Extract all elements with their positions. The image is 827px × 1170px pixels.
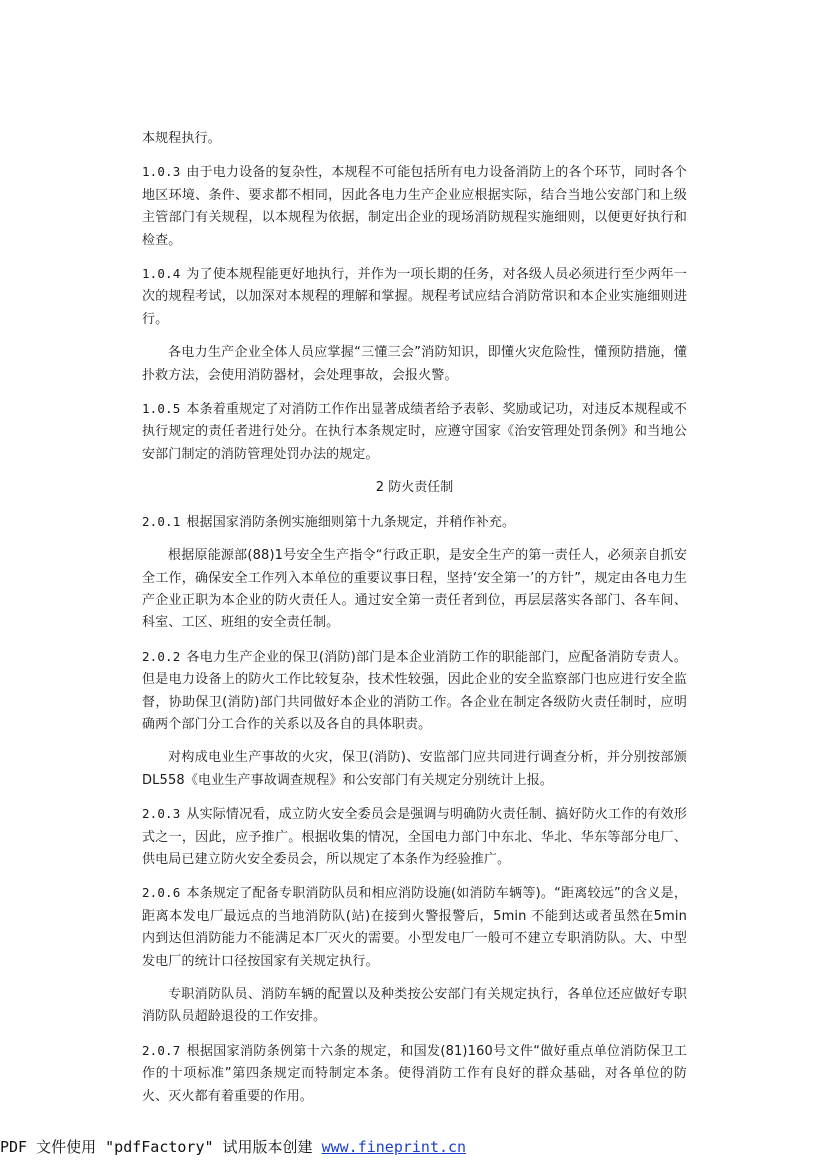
clause-number: 2.0.1 bbox=[142, 513, 181, 529]
clause-number: 2.0.2 bbox=[142, 648, 181, 664]
clause-number: 2.0.7 bbox=[142, 1042, 181, 1058]
clause-text: 从实际情况看，成立防火安全委员会是强调与明确防火责任制、搞好防火工作的有效形式之一，因此，应予推广。根据收集的情况，全国电力部门中东北、华北、华东等部分电厂、供电局已建立防火安全委员会，所以规定了本条作为经验推广。 bbox=[142, 807, 687, 867]
clause-number: 1.0.5 bbox=[142, 401, 181, 417]
clause-2-0-1 bbox=[142, 511, 687, 534]
section-heading: 2 防火责任制 bbox=[375, 480, 454, 496]
clause-2-0-2 bbox=[142, 646, 687, 737]
clause-2-0-6 bbox=[142, 882, 687, 973]
clause-number: 1.0.3 bbox=[142, 164, 181, 180]
paragraph-fire-brigade bbox=[142, 984, 687, 1029]
clause-1-0-5 bbox=[142, 398, 687, 466]
paragraph-text: 对构成电业生产事故的火灾，保卫(消防)、安监部门应共同进行调查分析，并分别按部颁DL558《电业生产事故调查规程》和公安部门有关规定分别统计上报。 bbox=[142, 750, 687, 788]
document-body bbox=[142, 128, 687, 1119]
paragraph-three-knows bbox=[142, 342, 687, 387]
footer-link[interactable]: www.fineprint.cn bbox=[321, 1138, 467, 1156]
clause-number: 2.0.3 bbox=[142, 806, 181, 822]
paragraph-text: 根据原能源部(88)1号安全生产指令“行政正职，是安全生产的第一责任人，必须亲自抓安全工作，确保安全工作列入本单位的重要议事日程，坚持‘安全第一’的方针”，规定由各电力生产企业正职为本企业的防火责任人。通过安全第一责任者到位，再层层落实各部门、各车间、科室、工区、班组的安全责任制。 bbox=[142, 548, 687, 631]
paragraph-0 bbox=[142, 128, 687, 150]
clause-text: 根据国家消防条例第十六条的规定，和国发(81)160号文件“做好重点单位消防保卫工作的十项标准”第四条规定而特制定本条。使得消防工作有良好的群众基础，对各单位的防火、灭火都有着重要的作用。 bbox=[142, 1043, 687, 1104]
clause-text: 各电力生产企业的保卫(消防)部门是本企业消防工作的职能部门，应配备消防专责人。但是电力设备上的防火工作比较复杂，技术性较强，因此企业的安全监察部门也应进行安全监督，协助保卫(消防)部门共同做好本企业的消防工作。各企业在制定各级防火责任制时，应明确两个部门分工合作的关系以及各自的具体职责。 bbox=[142, 649, 687, 732]
clause-text: 本条着重规定了对消防工作作出显著成绩者给予表彰、奖励或记功，对违反本规程或不执行规定的责任者进行处分。在执行本条规定时，应遵守国家《治安管理处罚条例》和当地公安部门制定的消防管理处罚办法的规定。 bbox=[142, 402, 687, 462]
clause-1-0-4 bbox=[142, 263, 687, 331]
clause-text: 根据国家消防条例实施细则第十九条规定，并稍作补充。 bbox=[186, 514, 516, 530]
paragraph-text: 各电力生产企业全体人员应掌握“三懂三会”消防知识，即懂火灾危险性，懂预防措施，懂扑救方法，会使用消防器材，会处理事故，会报火警。 bbox=[142, 345, 687, 383]
clause-2-0-7 bbox=[142, 1040, 687, 1108]
pdf-footer bbox=[0, 1135, 827, 1159]
clause-text: 本条规定了配备专职消防队员和相应消防设施(如消防车辆等)。“距离较远”的含义是，距离本发电厂最远点的当地消防队(站)在接到火警报警后，5min 不能到达或者虽然在5min 内到达但消防能力不能满足本厂灭火的需要。小型发电厂一般可不建立专职消防队。大、中型发电厂的统计口径按国家有关规定执行。 bbox=[142, 886, 687, 969]
clause-2-0-3 bbox=[142, 803, 687, 871]
clause-text: 由于电力设备的复杂性，本规程不可能包括所有电力设备消防上的各个环节，同时各个地区环境、条件、要求都不相同，因此各电力生产企业应根据实际，结合当地公安部门和上级主管部门有关规程，以本规程为依据，制定出企业的现场消防规程实施细则，以便更好执行和检查。 bbox=[142, 165, 687, 248]
paragraph-fire-investigation bbox=[142, 747, 687, 792]
footer-text: PDF 文件使用 "pdfFactory" 试用版本创建 bbox=[0, 1138, 322, 1156]
clause-text: 为了使本规程能更好地执行，并作为一项长期的任务，对各级人员必须进行至少两年一次的规程考试，以加深对本规程的理解和掌握。规程考试应结合消防常识和本企业实施细则进行。 bbox=[142, 267, 687, 327]
paragraph-energy-directive bbox=[142, 545, 687, 635]
paragraph-text: 专职消防队员、消防车辆的配置以及种类按公安部门有关规定执行，各单位还应做好专职消防队员超龄退役的工作安排。 bbox=[142, 987, 687, 1025]
clause-1-0-3 bbox=[142, 161, 687, 252]
clause-number: 2.0.6 bbox=[142, 885, 181, 901]
paragraph-text: 本规程执行。 bbox=[142, 131, 221, 146]
clause-number: 1.0.4 bbox=[142, 266, 181, 282]
